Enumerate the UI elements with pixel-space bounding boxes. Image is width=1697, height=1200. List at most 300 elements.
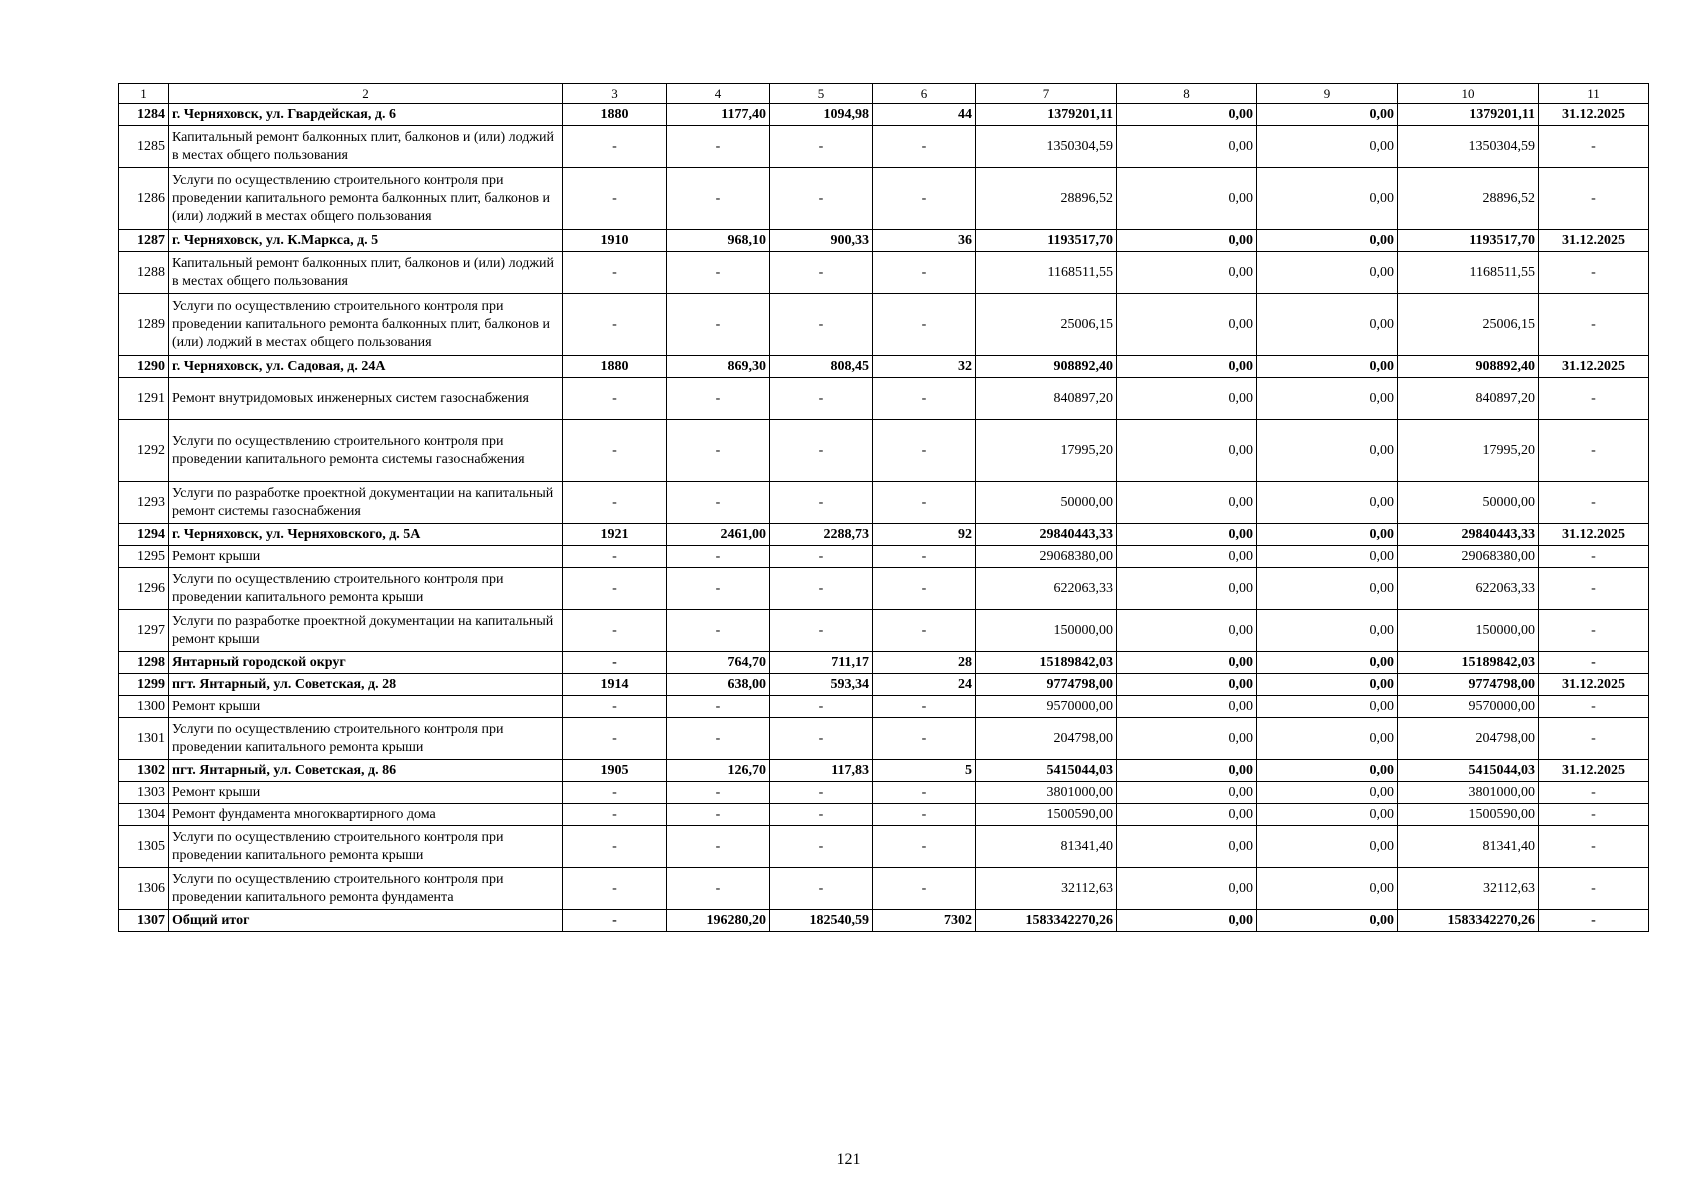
cell-deadline: 31.12.2025 xyxy=(1539,356,1649,378)
cell-row-number: 1289 xyxy=(119,294,169,356)
cell-cost-fund-b: 0,00 xyxy=(1257,126,1398,168)
cell-row-number: 1284 xyxy=(119,104,169,126)
cell-deadline: - xyxy=(1539,718,1649,760)
cell-row-number: 1292 xyxy=(119,420,169,482)
cell-cost-fund-a: 0,00 xyxy=(1117,652,1257,674)
cell-description: пгт. Янтарный, ул. Советская, д. 86 xyxy=(169,760,563,782)
cell-description: г. Черняховск, ул. Гвардейская, д. 6 xyxy=(169,104,563,126)
cell-living-area: - xyxy=(770,168,873,230)
cell-residents: 28 xyxy=(873,652,976,674)
cell-cost-total: 9570000,00 xyxy=(976,696,1117,718)
column-header: 7 xyxy=(976,84,1117,104)
cell-cost-fund-b: 0,00 xyxy=(1257,230,1398,252)
cell-deadline: - xyxy=(1539,826,1649,868)
table-row xyxy=(119,356,1649,378)
cell-row-number: 1295 xyxy=(119,546,169,568)
cell-cost-total: 29068380,00 xyxy=(976,546,1117,568)
cell-row-number: 1296 xyxy=(119,568,169,610)
table-row xyxy=(119,652,1649,674)
cell-description: Услуги по осуществлению строительного контроля при проведении капитального ремонта крыши xyxy=(169,568,563,610)
cell-year-built: - xyxy=(563,546,667,568)
cell-deadline: - xyxy=(1539,252,1649,294)
cell-cost-fund-b: 0,00 xyxy=(1257,804,1398,826)
cell-cost-total: 1193517,70 xyxy=(976,230,1117,252)
cell-cost-fund-b: 0,00 xyxy=(1257,482,1398,524)
cell-row-number: 1291 xyxy=(119,378,169,420)
cell-total-area: 764,70 xyxy=(667,652,770,674)
cell-row-number: 1306 xyxy=(119,868,169,910)
cell-deadline: 31.12.2025 xyxy=(1539,760,1649,782)
cell-description: Услуги по осуществлению строительного контроля при проведении капитального ремонта системы газоснабжения xyxy=(169,420,563,482)
cell-living-area: 182540,59 xyxy=(770,910,873,932)
cell-living-area: - xyxy=(770,568,873,610)
column-header: 6 xyxy=(873,84,976,104)
cell-year-built: - xyxy=(563,826,667,868)
cell-residents: - xyxy=(873,868,976,910)
cell-description: Ремонт внутридомовых инженерных систем газоснабжения xyxy=(169,378,563,420)
cell-deadline: 31.12.2025 xyxy=(1539,524,1649,546)
cell-residents: 32 xyxy=(873,356,976,378)
cell-living-area: - xyxy=(770,252,873,294)
cell-row-number: 1293 xyxy=(119,482,169,524)
cell-living-area: 2288,73 xyxy=(770,524,873,546)
cell-total-area: - xyxy=(667,168,770,230)
cell-total-area: - xyxy=(667,420,770,482)
cell-deadline: - xyxy=(1539,910,1649,932)
table-row xyxy=(119,782,1649,804)
cell-living-area: 808,45 xyxy=(770,356,873,378)
cell-description: г. Черняховск, ул. Садовая, д. 24А xyxy=(169,356,563,378)
cell-year-built: 1910 xyxy=(563,230,667,252)
capital-repair-table xyxy=(118,83,1649,932)
cell-year-built: - xyxy=(563,252,667,294)
table-row xyxy=(119,804,1649,826)
cell-cost-fund-b: 0,00 xyxy=(1257,652,1398,674)
cell-year-built: - xyxy=(563,804,667,826)
cell-living-area: - xyxy=(770,826,873,868)
cell-cost-fund-a: 0,00 xyxy=(1117,104,1257,126)
cell-living-area: - xyxy=(770,610,873,652)
cell-residents: - xyxy=(873,420,976,482)
cell-row-number: 1301 xyxy=(119,718,169,760)
cell-residents: - xyxy=(873,378,976,420)
cell-residents: - xyxy=(873,546,976,568)
cell-cost-total: 840897,20 xyxy=(976,378,1117,420)
cell-cost-owners: 5415044,03 xyxy=(1398,760,1539,782)
table-row xyxy=(119,868,1649,910)
cell-cost-owners: 25006,15 xyxy=(1398,294,1539,356)
cell-cost-fund-b: 0,00 xyxy=(1257,524,1398,546)
cell-deadline: - xyxy=(1539,126,1649,168)
cell-living-area: - xyxy=(770,804,873,826)
cell-total-area: - xyxy=(667,718,770,760)
column-header: 5 xyxy=(770,84,873,104)
cell-cost-fund-b: 0,00 xyxy=(1257,826,1398,868)
cell-residents: - xyxy=(873,482,976,524)
cell-cost-fund-a: 0,00 xyxy=(1117,524,1257,546)
cell-living-area: - xyxy=(770,868,873,910)
cell-living-area: - xyxy=(770,696,873,718)
table-row xyxy=(119,718,1649,760)
cell-cost-total: 50000,00 xyxy=(976,482,1117,524)
cell-cost-fund-a: 0,00 xyxy=(1117,910,1257,932)
table-row xyxy=(119,168,1649,230)
table-row xyxy=(119,696,1649,718)
cell-cost-total: 25006,15 xyxy=(976,294,1117,356)
cell-description: Капитальный ремонт балконных плит, балконов и (или) лоджий в местах общего пользования xyxy=(169,252,563,294)
cell-cost-owners: 204798,00 xyxy=(1398,718,1539,760)
cell-cost-fund-b: 0,00 xyxy=(1257,760,1398,782)
cell-living-area: 593,34 xyxy=(770,674,873,696)
cell-year-built: - xyxy=(563,910,667,932)
cell-cost-total: 1583342270,26 xyxy=(976,910,1117,932)
table-row xyxy=(119,610,1649,652)
column-header: 3 xyxy=(563,84,667,104)
cell-cost-fund-b: 0,00 xyxy=(1257,910,1398,932)
cell-year-built: 1880 xyxy=(563,356,667,378)
cell-cost-total: 150000,00 xyxy=(976,610,1117,652)
cell-total-area: - xyxy=(667,804,770,826)
cell-row-number: 1299 xyxy=(119,674,169,696)
cell-living-area: - xyxy=(770,420,873,482)
cell-row-number: 1297 xyxy=(119,610,169,652)
cell-cost-fund-b: 0,00 xyxy=(1257,420,1398,482)
cell-cost-fund-a: 0,00 xyxy=(1117,126,1257,168)
cell-row-number: 1300 xyxy=(119,696,169,718)
cell-total-area: 1177,40 xyxy=(667,104,770,126)
cell-cost-fund-b: 0,00 xyxy=(1257,568,1398,610)
table-row xyxy=(119,568,1649,610)
cell-cost-fund-a: 0,00 xyxy=(1117,826,1257,868)
column-header: 8 xyxy=(1117,84,1257,104)
cell-description: Услуги по осуществлению строительного контроля при проведении капитального ремонта крыши xyxy=(169,826,563,868)
cell-year-built: - xyxy=(563,378,667,420)
cell-row-number: 1287 xyxy=(119,230,169,252)
cell-row-number: 1303 xyxy=(119,782,169,804)
cell-cost-fund-b: 0,00 xyxy=(1257,610,1398,652)
table-body xyxy=(119,84,1649,932)
cell-cost-fund-b: 0,00 xyxy=(1257,378,1398,420)
table-row xyxy=(119,126,1649,168)
cell-cost-total: 9774798,00 xyxy=(976,674,1117,696)
cell-deadline: - xyxy=(1539,294,1649,356)
cell-total-area: - xyxy=(667,378,770,420)
cell-cost-owners: 32112,63 xyxy=(1398,868,1539,910)
cell-cost-owners: 1168511,55 xyxy=(1398,252,1539,294)
cell-total-area: - xyxy=(667,610,770,652)
cell-description: пгт. Янтарный, ул. Советская, д. 28 xyxy=(169,674,563,696)
cell-cost-total: 17995,20 xyxy=(976,420,1117,482)
cell-cost-fund-b: 0,00 xyxy=(1257,294,1398,356)
table-row xyxy=(119,482,1649,524)
cell-cost-owners: 1350304,59 xyxy=(1398,126,1539,168)
cell-cost-total: 1350304,59 xyxy=(976,126,1117,168)
cell-total-area: 2461,00 xyxy=(667,524,770,546)
cell-row-number: 1305 xyxy=(119,826,169,868)
cell-year-built: - xyxy=(563,168,667,230)
cell-description: Услуги по осуществлению строительного контроля при проведении капитального ремонта балконных плит, балконов и (или) лоджий в местах общего пользования xyxy=(169,294,563,356)
cell-cost-total: 5415044,03 xyxy=(976,760,1117,782)
column-header: 11 xyxy=(1539,84,1649,104)
cell-deadline: - xyxy=(1539,652,1649,674)
cell-cost-fund-a: 0,00 xyxy=(1117,760,1257,782)
cell-cost-owners: 9570000,00 xyxy=(1398,696,1539,718)
cell-cost-total: 29840443,33 xyxy=(976,524,1117,546)
table-row xyxy=(119,252,1649,294)
cell-living-area: 117,83 xyxy=(770,760,873,782)
cell-cost-fund-b: 0,00 xyxy=(1257,674,1398,696)
cell-cost-fund-b: 0,00 xyxy=(1257,718,1398,760)
cell-living-area: - xyxy=(770,782,873,804)
cell-cost-fund-a: 0,00 xyxy=(1117,696,1257,718)
cell-cost-fund-a: 0,00 xyxy=(1117,868,1257,910)
cell-total-area: - xyxy=(667,482,770,524)
cell-total-area: 196280,20 xyxy=(667,910,770,932)
cell-total-area: 126,70 xyxy=(667,760,770,782)
cell-cost-owners: 29068380,00 xyxy=(1398,546,1539,568)
cell-description: Ремонт крыши xyxy=(169,782,563,804)
cell-cost-fund-a: 0,00 xyxy=(1117,482,1257,524)
cell-row-number: 1294 xyxy=(119,524,169,546)
cell-year-built: - xyxy=(563,652,667,674)
cell-cost-owners: 908892,40 xyxy=(1398,356,1539,378)
cell-description: Общий итог xyxy=(169,910,563,932)
cell-row-number: 1288 xyxy=(119,252,169,294)
cell-cost-total: 1379201,11 xyxy=(976,104,1117,126)
cell-cost-fund-a: 0,00 xyxy=(1117,168,1257,230)
cell-total-area: - xyxy=(667,546,770,568)
cell-residents: - xyxy=(873,294,976,356)
cell-cost-total: 32112,63 xyxy=(976,868,1117,910)
cell-cost-total: 622063,33 xyxy=(976,568,1117,610)
cell-cost-owners: 840897,20 xyxy=(1398,378,1539,420)
cell-living-area: 711,17 xyxy=(770,652,873,674)
cell-deadline: 31.12.2025 xyxy=(1539,674,1649,696)
cell-cost-owners: 1193517,70 xyxy=(1398,230,1539,252)
cell-total-area: 869,30 xyxy=(667,356,770,378)
cell-description: Услуги по разработке проектной документации на капитальный ремонт крыши xyxy=(169,610,563,652)
table-row xyxy=(119,760,1649,782)
cell-row-number: 1298 xyxy=(119,652,169,674)
cell-total-area: - xyxy=(667,782,770,804)
cell-residents: 36 xyxy=(873,230,976,252)
cell-residents: - xyxy=(873,168,976,230)
cell-cost-total: 81341,40 xyxy=(976,826,1117,868)
cell-total-area: - xyxy=(667,294,770,356)
cell-cost-fund-b: 0,00 xyxy=(1257,868,1398,910)
cell-cost-owners: 3801000,00 xyxy=(1398,782,1539,804)
cell-residents: - xyxy=(873,696,976,718)
cell-year-built: 1905 xyxy=(563,760,667,782)
cell-cost-fund-a: 0,00 xyxy=(1117,356,1257,378)
cell-cost-fund-a: 0,00 xyxy=(1117,782,1257,804)
cell-deadline: - xyxy=(1539,610,1649,652)
cell-cost-fund-a: 0,00 xyxy=(1117,674,1257,696)
cell-cost-total: 204798,00 xyxy=(976,718,1117,760)
cell-total-area: - xyxy=(667,826,770,868)
cell-year-built: - xyxy=(563,610,667,652)
cell-residents: 92 xyxy=(873,524,976,546)
cell-cost-total: 1168511,55 xyxy=(976,252,1117,294)
cell-cost-total: 15189842,03 xyxy=(976,652,1117,674)
cell-year-built: 1921 xyxy=(563,524,667,546)
cell-total-area: - xyxy=(667,696,770,718)
cell-cost-owners: 29840443,33 xyxy=(1398,524,1539,546)
cell-cost-fund-a: 0,00 xyxy=(1117,252,1257,294)
column-number-row xyxy=(119,84,1649,104)
cell-deadline: - xyxy=(1539,546,1649,568)
cell-cost-fund-b: 0,00 xyxy=(1257,104,1398,126)
cell-residents: - xyxy=(873,568,976,610)
column-header: 10 xyxy=(1398,84,1539,104)
cell-cost-fund-b: 0,00 xyxy=(1257,252,1398,294)
cell-cost-owners: 17995,20 xyxy=(1398,420,1539,482)
cell-cost-total: 3801000,00 xyxy=(976,782,1117,804)
cell-residents: - xyxy=(873,252,976,294)
cell-row-number: 1307 xyxy=(119,910,169,932)
table-row xyxy=(119,674,1649,696)
cell-description: г. Черняховск, ул. Черняховского, д. 5А xyxy=(169,524,563,546)
cell-total-area: - xyxy=(667,252,770,294)
cell-deadline: - xyxy=(1539,420,1649,482)
cell-year-built: - xyxy=(563,868,667,910)
cell-living-area: - xyxy=(770,126,873,168)
column-header: 1 xyxy=(119,84,169,104)
table-row xyxy=(119,546,1649,568)
table-row xyxy=(119,104,1649,126)
cell-cost-owners: 81341,40 xyxy=(1398,826,1539,868)
cell-cost-owners: 15189842,03 xyxy=(1398,652,1539,674)
cell-deadline: 31.12.2025 xyxy=(1539,230,1649,252)
cell-residents: 7302 xyxy=(873,910,976,932)
cell-cost-owners: 1583342270,26 xyxy=(1398,910,1539,932)
cell-cost-fund-a: 0,00 xyxy=(1117,610,1257,652)
column-header: 2 xyxy=(169,84,563,104)
cell-year-built: - xyxy=(563,294,667,356)
cell-description: Ремонт фундамента многоквартирного дома xyxy=(169,804,563,826)
cell-description: Услуги по осуществлению строительного контроля при проведении капитального ремонта фундамента xyxy=(169,868,563,910)
cell-residents: - xyxy=(873,718,976,760)
cell-description: Капитальный ремонт балконных плит, балконов и (или) лоджий в местах общего пользования xyxy=(169,126,563,168)
cell-deadline: - xyxy=(1539,168,1649,230)
cell-deadline: 31.12.2025 xyxy=(1539,104,1649,126)
cell-row-number: 1290 xyxy=(119,356,169,378)
cell-cost-fund-b: 0,00 xyxy=(1257,546,1398,568)
cell-row-number: 1302 xyxy=(119,760,169,782)
cell-cost-fund-a: 0,00 xyxy=(1117,718,1257,760)
cell-cost-owners: 9774798,00 xyxy=(1398,674,1539,696)
table-row xyxy=(119,910,1649,932)
cell-total-area: - xyxy=(667,868,770,910)
cell-deadline: - xyxy=(1539,696,1649,718)
cell-row-number: 1304 xyxy=(119,804,169,826)
cell-year-built: 1914 xyxy=(563,674,667,696)
cell-year-built: - xyxy=(563,568,667,610)
cell-total-area: 638,00 xyxy=(667,674,770,696)
cell-deadline: - xyxy=(1539,868,1649,910)
cell-row-number: 1285 xyxy=(119,126,169,168)
cell-living-area: 1094,98 xyxy=(770,104,873,126)
cell-living-area: - xyxy=(770,546,873,568)
cell-living-area: - xyxy=(770,294,873,356)
cell-cost-fund-a: 0,00 xyxy=(1117,294,1257,356)
column-header: 9 xyxy=(1257,84,1398,104)
cell-description: г. Черняховск, ул. К.Маркса, д. 5 xyxy=(169,230,563,252)
cell-cost-owners: 50000,00 xyxy=(1398,482,1539,524)
cell-residents: 5 xyxy=(873,760,976,782)
cell-cost-fund-a: 0,00 xyxy=(1117,568,1257,610)
cell-cost-fund-a: 0,00 xyxy=(1117,804,1257,826)
cell-cost-total: 908892,40 xyxy=(976,356,1117,378)
cell-cost-owners: 1500590,00 xyxy=(1398,804,1539,826)
cell-cost-total: 28896,52 xyxy=(976,168,1117,230)
table-row xyxy=(119,524,1649,546)
cell-cost-fund-a: 0,00 xyxy=(1117,230,1257,252)
cell-description: Услуги по разработке проектной документации на капитальный ремонт системы газоснабжения xyxy=(169,482,563,524)
cell-residents: - xyxy=(873,610,976,652)
cell-description: Услуги по осуществлению строительного контроля при проведении капитального ремонта балконных плит, балконов и (или) лоджий в местах общего пользования xyxy=(169,168,563,230)
cell-cost-owners: 28896,52 xyxy=(1398,168,1539,230)
cell-living-area: 900,33 xyxy=(770,230,873,252)
cell-residents: - xyxy=(873,826,976,868)
cell-total-area: - xyxy=(667,568,770,610)
cell-total-area: - xyxy=(667,126,770,168)
cell-deadline: - xyxy=(1539,482,1649,524)
cell-year-built: - xyxy=(563,782,667,804)
cell-living-area: - xyxy=(770,482,873,524)
cell-description: Ремонт крыши xyxy=(169,546,563,568)
table-row xyxy=(119,826,1649,868)
cell-deadline: - xyxy=(1539,378,1649,420)
cell-living-area: - xyxy=(770,378,873,420)
cell-cost-fund-b: 0,00 xyxy=(1257,168,1398,230)
cell-deadline: - xyxy=(1539,568,1649,610)
cell-living-area: - xyxy=(770,718,873,760)
table-row xyxy=(119,420,1649,482)
cell-cost-fund-b: 0,00 xyxy=(1257,696,1398,718)
cell-year-built: - xyxy=(563,718,667,760)
cell-description: Янтарный городской округ xyxy=(169,652,563,674)
cell-residents: - xyxy=(873,782,976,804)
cell-cost-fund-b: 0,00 xyxy=(1257,356,1398,378)
table-row xyxy=(119,378,1649,420)
cell-residents: 44 xyxy=(873,104,976,126)
cell-cost-fund-a: 0,00 xyxy=(1117,420,1257,482)
cell-cost-owners: 1379201,11 xyxy=(1398,104,1539,126)
cell-deadline: - xyxy=(1539,782,1649,804)
cell-year-built: - xyxy=(563,482,667,524)
page-number: 121 xyxy=(836,1151,861,1168)
column-header: 4 xyxy=(667,84,770,104)
cell-residents: - xyxy=(873,804,976,826)
cell-residents: - xyxy=(873,126,976,168)
table-row xyxy=(119,294,1649,356)
cell-total-area: 968,10 xyxy=(667,230,770,252)
cell-cost-total: 1500590,00 xyxy=(976,804,1117,826)
cell-cost-fund-a: 0,00 xyxy=(1117,546,1257,568)
cell-year-built: - xyxy=(563,696,667,718)
cell-description: Услуги по осуществлению строительного контроля при проведении капитального ремонта крыши xyxy=(169,718,563,760)
cell-cost-owners: 150000,00 xyxy=(1398,610,1539,652)
cell-year-built: - xyxy=(563,126,667,168)
table-row xyxy=(119,230,1649,252)
cell-cost-fund-a: 0,00 xyxy=(1117,378,1257,420)
cell-residents: 24 xyxy=(873,674,976,696)
cell-cost-fund-b: 0,00 xyxy=(1257,782,1398,804)
cell-year-built: - xyxy=(563,420,667,482)
cell-description: Ремонт крыши xyxy=(169,696,563,718)
cell-row-number: 1286 xyxy=(119,168,169,230)
